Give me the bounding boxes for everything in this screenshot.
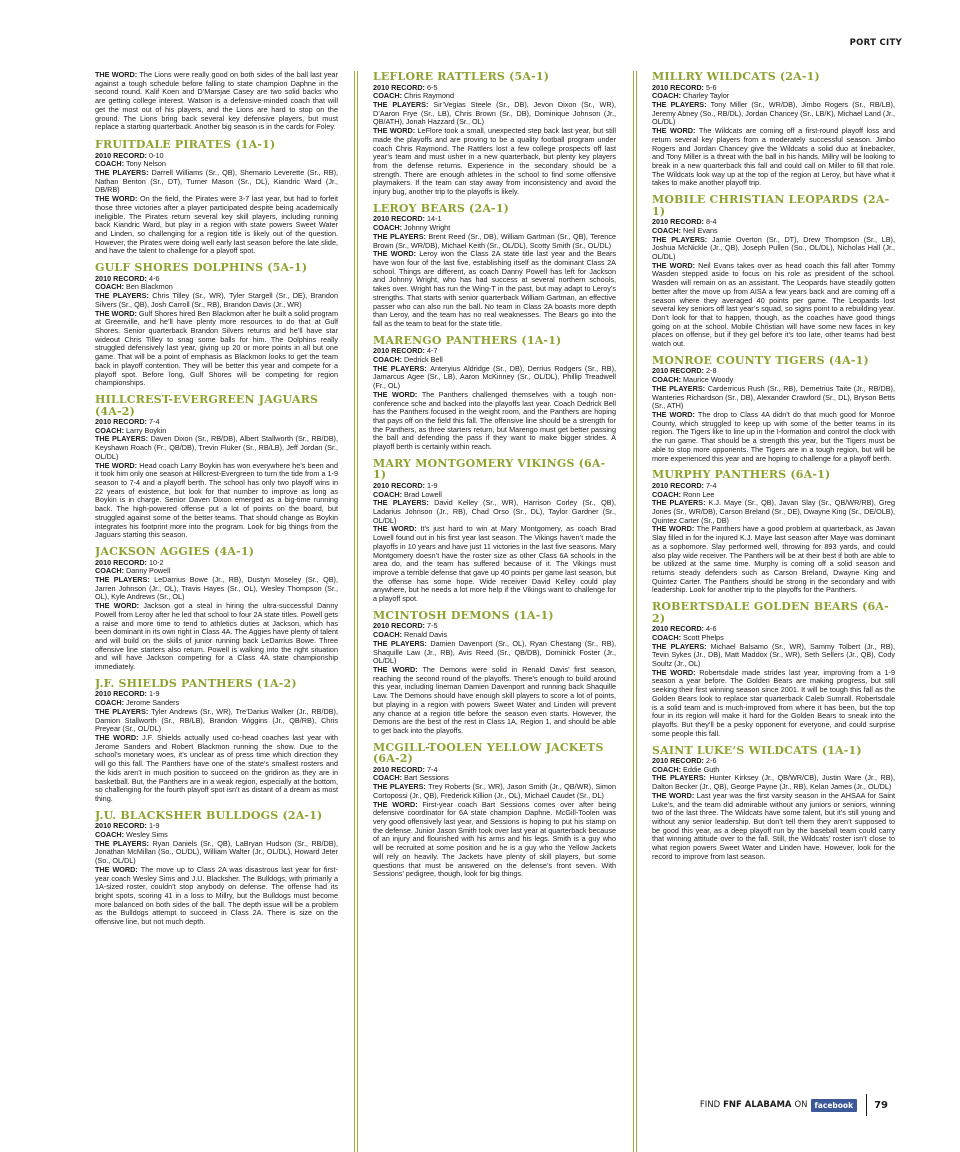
team-players <box>652 236 895 262</box>
team-section <box>652 745 895 862</box>
record-label: 2010 RECORD: <box>373 621 427 631</box>
record-label: 2010 RECORD: <box>373 346 427 356</box>
team-section <box>95 546 338 672</box>
coach-label: COACH: <box>652 489 684 499</box>
word-label: THE WORD: <box>652 260 699 270</box>
word-label: THE WORD: <box>95 864 141 874</box>
footer-divider <box>866 1094 867 1116</box>
team-name: ROBERTSDALE GOLDEN BEARS (6A-2) <box>652 600 889 625</box>
coach-value: Scott Phelps <box>683 632 724 642</box>
coach-value: Ronn Lee <box>683 489 715 499</box>
coach-value: Jerome Sanders <box>126 698 180 708</box>
team-word <box>652 792 895 862</box>
record-value: 7-5 <box>427 621 438 631</box>
record-value: 7-4 <box>149 417 160 426</box>
team-word <box>373 801 616 879</box>
coach-value: Johnny Wright <box>404 223 451 233</box>
team-players <box>95 576 338 602</box>
team-players <box>652 774 895 791</box>
column-divider-1 <box>354 71 358 1152</box>
record-label: 2010 RECORD: <box>95 150 149 160</box>
team-section <box>373 203 616 329</box>
word-label: THE WORD: <box>373 524 421 534</box>
team-word <box>95 310 338 388</box>
team-section <box>373 742 616 879</box>
record-value: 7-4 <box>706 480 717 490</box>
coach-label: COACH: <box>652 91 684 101</box>
record-value: 1-9 <box>149 689 160 699</box>
coach-label: COACH: <box>373 773 405 783</box>
coach-label: COACH: <box>652 375 684 385</box>
word-value: The drop to Class 4A didn’t do that much good for Monroe County, which struggled to keep up with some of the better teams in its region. The Tigers like to line up in the I-formation and control the clock with the run game. That should be a strength this year, but the Tigers must be able to stop more opponents. The Tigers are in a tough region, but will be more experienced this year and are hoping to challenge for a playoff berth. <box>652 410 895 463</box>
coach-label: COACH: <box>373 91 405 101</box>
record-label: 2010 RECORD: <box>95 689 149 699</box>
record-label: 2010 RECORD: <box>95 557 149 567</box>
word-label: THE WORD: <box>95 308 139 318</box>
column-2 <box>373 71 616 1107</box>
players-value: LeDarrius Bowe (Jr., RB), Dustyn Moseley (Sr., QB), Jarren Johnson (Jr., OL), Travis Hayes (Sr., OL), Wesley Thompson (Sr., OL), Kyle Andrews (Sr., OL) <box>95 575 338 602</box>
record-value: 6-5 <box>427 82 438 92</box>
players-label: THE PLAYERS: <box>95 434 151 444</box>
record-label: 2010 RECORD: <box>652 756 706 765</box>
word-value: The Demons were solid in Renald Davis’ first season, reaching the second round of the playoffs. There’s enough to build around this year, including lineman Damien Davenport and running back Shaquille Law. The Demons should have enough skill players to score a lot of points, but playing in a region with powers Sweet Water and Linden will prevent any chance at a region title before the season even starts. However, the Demons are the best of the rest in Class 1A, Region 1, and should be able to get back into the playoffs. <box>373 664 616 735</box>
word-label: THE WORD: <box>95 601 144 611</box>
word-value: The Panthers have a good problem at quarterback, as Javan Slay filled in for the injured K.J. Maye last season after Maye was dominant as a sophomore. Slay performed well, throwing for 893 yards, and could also play wide receiver. The Panthers will be at their best if both are able to be utilized at the same time. Murphy is coming off a solid season and returns steady defenders such as Carson Breland, Dwayne King and Quintez Carter. The Panthers should be strong in the secondary and with leadership. Look for another trip to the playoffs for the Panthers. <box>652 524 895 595</box>
team-word <box>95 195 338 256</box>
coach-value: Maurice Woody <box>683 375 734 385</box>
players-value: Brent Reed (Sr., DB), William Gartman (Sr., QB), Terence Brown (Sr., WR/DB), Michael Keith (Sr., OL/DL), Scotty Smith (Sr., OL/DL) <box>373 231 616 250</box>
team-section <box>95 262 338 388</box>
coach-label: COACH: <box>95 159 127 169</box>
team-players <box>652 643 895 669</box>
record-label: 2010 RECORD: <box>652 366 706 376</box>
section-header: PORT CITY <box>849 38 902 48</box>
record-value: 2-8 <box>706 366 717 376</box>
record-label: 2010 RECORD: <box>95 417 149 426</box>
record-value: 4-6 <box>706 624 717 634</box>
team-players <box>95 435 338 461</box>
page-number: 79 <box>874 1099 888 1111</box>
team-word <box>652 262 895 349</box>
coach-label: COACH: <box>652 225 684 235</box>
record-value: 1-9 <box>149 821 160 831</box>
word-value: Leroy won the Class 2A state title last year and the Bears have won four of the last five, establishing itself as the dominant Class 2A school. Things are different, as coach Danny Powell has left for Jackson and Johnny Wright, who has had success at several northern schools, takes over. Wright has run the Wing-T in the past, but may adapt to Leroy’s strengths. That starts with senior quarterback William Gartman, an effective passer who can also run the ball. No team in Class 2A boasts more depth than Leroy, and the team has no real weaknesses. The Bears go into the fall as the team to beat for the state title. <box>373 249 616 328</box>
team-players <box>652 385 895 411</box>
team-word <box>373 250 616 328</box>
word-label: THE WORD: <box>652 524 697 534</box>
record-value: 0-10 <box>149 150 164 160</box>
coach-value: Ben Blackmon <box>126 282 173 292</box>
team-word <box>652 669 895 739</box>
column-1 <box>95 71 338 1107</box>
record-value: 4-6 <box>149 273 160 283</box>
team-name: MARENGO PANTHERS (1A-1) <box>373 333 562 347</box>
players-value: David Kelley (Sr., WR), Harrison Corley (Sr., QB), Ladarius Johnson (Jr., RB), Chad Orso (Sr., DL), Taylor Gardner (Sr., OL/DL) <box>373 498 616 525</box>
players-label: THE PLAYERS: <box>373 231 429 241</box>
team-word <box>652 411 895 463</box>
team-players <box>95 169 338 195</box>
players-value: Jamie Overton (Sr., DT), Drew Thompson (Sr., LB), Joshua McNickle (Jr., QB), Joseph Pullen (So., OL/DL), Nicholas Hall (Jr., OL/DL) <box>652 234 895 261</box>
team-section <box>652 71 895 188</box>
team-name: HILLCREST-EVERGREEN JAGUARS (4A-2) <box>95 393 319 418</box>
team-players <box>373 499 616 525</box>
team-name: MONROE COUNTY TIGERS (4A-1) <box>652 353 869 367</box>
team-section <box>95 394 338 540</box>
players-label: THE PLAYERS: <box>95 838 153 848</box>
record-label: 2010 RECORD: <box>373 82 427 92</box>
coach-value: Dedrick Bell <box>404 354 443 364</box>
word-label: THE WORD: <box>652 667 700 677</box>
record-label: 2010 RECORD: <box>652 480 706 490</box>
players-value: Darrell Williams (Sr., QB), Shemario Leverette (Sr., RB), Nathan Benton (Sr., DT), Turner Mason (Sr., DL), Kiandric Ward (Jr., DB/RB) <box>95 167 338 195</box>
players-label: THE PLAYERS: <box>373 782 429 792</box>
record-label: 2010 RECORD: <box>373 764 427 774</box>
footer-on: ON <box>794 1100 808 1110</box>
record-value: 2-6 <box>706 756 717 765</box>
intro-paragraph <box>95 71 338 132</box>
team-section <box>652 469 895 595</box>
players-value: Sir’Vegias Steele (Sr., DB), Jevon Dixon (Sr., WR), D’Aaron Frye (Sr., LB), Chris Brown (Sr., DB), Dominique Johnson (Jr., QB/ATH), Jonah Hazzard (Sr., OL) <box>373 99 616 127</box>
team-section <box>95 139 338 256</box>
team-players <box>373 640 616 666</box>
team-word <box>373 525 616 603</box>
players-label: THE PLAYERS: <box>95 167 152 177</box>
team-section <box>373 610 616 736</box>
players-label: THE PLAYERS: <box>652 773 710 783</box>
team-section <box>373 335 616 452</box>
team-players <box>95 708 338 734</box>
word-value: Last year was the first varsity season in the AHSAA for Saint Luke’s, and the team did admirable without any juniors or seniors, winning two of the last three. The Wildcats have some talent, but it’s still young and without any senior leadership. But don’t tell them they aren’t supposed to be good this year, as a deep playoff run by the baseball team could carry that winning attitude over to the fall. Still, the Wildcats’ roster isn’t close to what region powers Sweet Water and Linden have. However, look for the record to improve from last season. <box>652 790 895 861</box>
coach-label: COACH: <box>373 630 405 640</box>
team-name: MCGILL-TOOLEN YELLOW JACKETS (6A-2) <box>373 740 604 766</box>
word-label: THE WORD: <box>373 249 420 259</box>
coach-label: COACH: <box>373 223 405 233</box>
players-value: Hunter Kirksey (Jr., QB/WR/CB), Justin Ware (Jr., RB), Dalton Becker (Jr., QB), George Payne (Jr., RB), Kelan James (Jr., OL/DL) <box>652 773 895 792</box>
coach-value: Tony Nelson <box>126 159 166 169</box>
team-players <box>373 233 616 250</box>
word-label: THE WORD: <box>652 410 698 419</box>
intro-text: The Lions were really good on both sides of the ball last year against a tough schedule before falling to state champion Daphne in the second round. Kalif Koen and D’Marsjae Casey are two solid backs who are getting college interest. Watson is a defensive-minded coach that will get the most out of his players, and the Lions are hard to stop on the ground. The Lions bring back several key defensive players, but must replace a starting quarterback. Another big season is in the cards for Foley. <box>95 71 338 132</box>
word-value: Head coach Larry Boykin has won everywhere he’s been and it took him only one season at Hillcrest-Evergreen to turn the tide from a 1-9 season to 7-4 and a playoff berth. The school has only two playoff wins in 22 years of existence, but look for that number to improve as long as Boykin is in charge. Senior Daven Dixon emerged as a big-time running back. The high-powered offense put a lot of points on the board, but struggled against some of the better teams. That should change as Boykin integrates his footprint more into the program. Look for big things from the Jaguars starting this season. <box>95 460 338 540</box>
record-label: 2010 RECORD: <box>652 624 706 634</box>
team-name: LEROY BEARS (2A-1) <box>373 201 510 215</box>
word-value: Robertsdale made strides last year, improving from a 1-9 season a year before. The Golden Bears are making progress, but still seeking their first winning season since 2001. It will be tough this fall as the Golden Bears look to replace star quarterback Caleb Sumrall. Robertsdale is a solid team and is much-improved from where it has been, but the top four in its region will make it hard for the Golden Bears to sneak into the playoffs. But they’ll be a pesky opponent for everyone, and could surprise some people this fall. <box>652 667 895 738</box>
players-label: THE PLAYERS: <box>373 498 435 508</box>
players-value: Ryan Daniels (Sr., QB), LaBryan Hudson (Sr., RB/DB), Jonathan McMillan (So., OL/DL), William Walter (Jr., OL/DL), Howard Jeter (So., OL/DL) <box>95 838 338 866</box>
word-label: THE WORD: <box>95 194 140 204</box>
word-label: THE WORD: <box>373 664 423 674</box>
players-value: K.J. Maye (Sr., QB), Javan Slay (Sr., QB/WR/RB), Greg Jones (Sr., WR/DB), Carson Breland (Sr., DE), Dwayne King (Sr., DE/OLB), Quintez Carter (Sr., DB) <box>652 498 895 525</box>
players-label: THE PLAYERS: <box>652 641 711 651</box>
coach-label: COACH: <box>652 764 684 774</box>
record-label: 2010 RECORD: <box>652 217 706 227</box>
coach-value: Bart Sessions <box>404 773 449 783</box>
footer-find: FIND <box>699 1100 721 1110</box>
word-label: THE WORD: <box>95 71 140 79</box>
coach-label: COACH: <box>373 354 405 364</box>
coach-label: COACH: <box>95 425 127 435</box>
team-players <box>373 365 616 391</box>
team-word <box>373 391 616 452</box>
coach-label: COACH: <box>95 282 127 292</box>
word-value: The move up to Class 2A was disastrous last year for first-year coach Wesley Sims and J.U. Blacksher. The Bulldogs, with primarily a 1A-sized roster, couldn’t stop anybody on defense. The offense had its bright spots, scoring 41 in a loss to Millry, but the Bulldogs must become more balanced on both sides of the ball. The depth issue will be a problem as the Bulldogs attempt to succeed in Class 2A. There is size on the offensive line, but not much depth. <box>95 864 338 927</box>
page-footer <box>700 1095 888 1115</box>
column-3 <box>652 71 895 1107</box>
word-value: Neil Evans takes over as head coach this fall after Tommy Wasden stepped aside to focus on his role as president of the school. Wasden will remain on as an assistant. The Leopards have steadily gotten better after the move up from AISA a few years back and are coming off a season where they averaged 40 points per game. The Leopards lost several key seniors off last year’s squad, so signs point to a rebuilding year. Don’t look for that to happen, though, as the coaches have good things going on at the school. Mobile Christian will have some new faces in key places on offense, but if they gel before it’s too late, other teams had best watch out. <box>652 260 895 349</box>
players-label: THE PLAYERS: <box>652 99 711 109</box>
record-value: 1-9 <box>427 480 438 490</box>
word-value: Gulf Shores hired Ben Blackmon after he built a solid program at Greenville, and he’ll have plenty more resources to do that at Gulf Shores. Senior quarterback Brandon Silvers returns and he’ll have star wideout Chris Tilley to snag some balls for him. The Dolphins really struggled defensively last year, giving up 20 or more points in all but one game. That will be a point of emphasis as Blackmon looks to get the team back in playoff contention. They will be better this year and compete for a playoff spot. Before long, Gulf Shores will be competing for region championships. <box>95 308 338 388</box>
facebook-icon[interactable]: facebook <box>811 1099 858 1112</box>
word-value: It’s just hard to win at Mary Montgomery, as coach Brad Lowell found out in his first year last season. The Vikings haven’t made the playoffs in 10 years and have just 11 victories in the last five seasons. Mary Montgomery doesn’t have the roster size as other Class 6A schools in the area do, and the team has suffered because of it. The Vikings must improve a terrible defense that gave up 40 points per game last season, but the offense has some hope. Wide receiver David Kelley could play anywhere, but he needs a lot more help if the Vikings want to challenge for a playoff spot. <box>373 524 616 604</box>
players-label: THE PLAYERS: <box>373 638 431 648</box>
record-label: 2010 RECORD: <box>652 82 706 92</box>
players-value: Anteryius Aldridge (Sr., DB), Derrius Rodgers (Sr., RB), Jamarcus Agee (Sr., LB), Aaron McKinney (Sr., OL/DL), Phillip Treadwell (Fr., OL) <box>373 363 616 391</box>
word-value: The Panthers challenged themselves with a tough non-conference sche and backed into the playoffs last year. Coach Dedrick Bell has the Panthers focused in the weight room, and the Panthers are hoping that pays off on the field this fall. The offensive line should be a strength for the Panthers, as three starters return, but Marengo must get better passing the ball and defending the pass if they want to make bigger strides. A playoff berth is certainly within reach. <box>373 389 616 452</box>
word-value: The Wildcats are coming off a first-round playoff loss and return several key players from a moderately successful season. Jimbo Rogers and Jordan Chancey give the Wildcats a solid duo at linebacker, and Tony Miller is a threat with the ball in his hands. Millry will be looking to break in a new quarterback this fall and could call on Miller to fill that role. The Wildcats look way up at the top of the region at Leroy, but have what it takes to make another playoff trip. <box>652 126 895 188</box>
team-name: JACKSON AGGIES (4A-1) <box>95 545 255 559</box>
coach-label: COACH: <box>95 698 127 708</box>
record-label: 2010 RECORD: <box>95 821 149 831</box>
coach-label: COACH: <box>95 566 127 576</box>
players-value: Carderricus Rush (Sr., RB), Demetrius Taite (Jr., RB/DB), Wanteries Richardson (Sr., DB), Alexander Crawford (Sr., DL), Bryson Betts (Sr., ATH) <box>652 383 895 411</box>
team-name: MARY MONTGOMERY VIKINGS (6A-1) <box>373 456 606 482</box>
team-section <box>652 601 895 738</box>
players-label: THE PLAYERS: <box>95 706 152 716</box>
team-word <box>95 462 338 540</box>
footer-brand: FNF ALABAMA <box>723 1100 792 1110</box>
record-value: 8-4 <box>706 217 717 227</box>
team-name: MURPHY PANTHERS (6A-1) <box>652 468 831 482</box>
word-label: THE WORD: <box>373 389 422 399</box>
team-name: MILLRY WILDCATS (2A-1) <box>652 71 820 83</box>
word-value: J.F. Shields actually used co-head coaches last year with Jerome Sanders and Robert Blackmon running the show. Due to the school’s monetary woes, it’s unclear as of press time which direction they will go this fall. The Panthers have one of the state’s smallest rosters and the kids aren’t in much position to succeed on the gridiron as they are in basketball. But, the Panthers are in a weak region, especially at the bottom, so challenging for the fourth playoff spot isn’t as distant of a dream as most thing. <box>95 733 338 804</box>
team-players <box>95 292 338 309</box>
players-value: Michael Balsamo (Sr., WR), Sammy Tolbert (Jr., RB), Tevin Sykes (Jr., DB), Matt Maddox (Sr., WR), Seth Sellers (Jr., QB), Cody Soultz (Jr., OL) <box>652 641 895 669</box>
players-value: Tony Miller (Sr., WR/DB), Jimbo Rogers (Sr., RB/LB), Jeremy Abney (So., RB/DL), Jordan Chancey (Sr., LB/K), Michael Land (Jr., OL/DL) <box>652 99 895 127</box>
record-label: 2010 RECORD: <box>95 273 149 283</box>
coach-value: Chris Raymond <box>404 91 454 101</box>
coach-label: COACH: <box>373 489 405 499</box>
coach-value: Wesley Sims <box>126 829 168 839</box>
players-label: THE PLAYERS: <box>652 498 709 508</box>
record-label: 2010 RECORD: <box>373 480 427 490</box>
word-value: Jackson got a steal in hiring the ultra-successful Danny Powell from Leroy after he led that school to four 2A state titles. Powell gets a raise and more time to tend to athletics duties at Jackson, which has been dominant in its own right in Class 4A. The Aggies have plenty of talent and will build on the skills of junior running back LeDarrius Bowe. Three offensive line starters also return. Powell is walking into the right situation and will have Jackson competing for a Class 4A state championship immediately. <box>95 601 338 672</box>
word-value: On the field, the Pirates were 3-7 last year, but had to forfeit those three victories after a player participated despite being academically ineligible. The Pirates return several key skill players, including running back Kiandric Ward, but play in a region with state powers Sweet Water and Linden, so challenging for a region title is likely out of the question. However, the Pirates were doing well early last season before the late slide, and have the talent to challenge for a playoff spot. <box>95 194 338 256</box>
record-label: 2010 RECORD: <box>373 214 427 224</box>
players-label: THE PLAYERS: <box>373 363 431 373</box>
coach-value: Neil Evans <box>683 225 718 235</box>
team-word <box>373 666 616 736</box>
players-value: Daven Dixon (Sr., RB/DB), Albert Stallworth (Sr., RB/DB), Keyshawn Roach (Fr., QB/DB), Trevin Fluker (Sr., RB/LB), Jeff Jordan (Sr., OL/DL) <box>95 434 338 461</box>
players-value: Damien Davenport (Sr., OL), Ryan Chestang (Sr., RB), Shaquille Law (Jr., RB), Avis Reed (Sr., QB/DB), Dominick Foster (Jr., OL/DL) <box>373 638 616 666</box>
team-name: GULF SHORES DOLPHINS (5A-1) <box>95 261 308 275</box>
word-value: First-year coach Bart Sessions comes over after being defensive coordinator for 6A state champion Daphne. McGill-Toolen was very good offensively last year, and Sessions is hoping to put his stamp on the defense. Junior Jason Smith took over last year at quarterback because of an injury and flourished with his arms and his legs. Smith is a guy who will be recruited at some position and he is a guy who the Yellow Jackets will rely on heavily. The Jackets have plenty of skill players, but some questions that must be answered on the defense’s front seven. With Sessions’ pedigree, though, look for big things. <box>373 799 616 879</box>
team-players <box>373 783 616 800</box>
team-section <box>652 355 895 463</box>
coach-label: COACH: <box>652 632 684 642</box>
word-label: THE WORD: <box>652 790 697 800</box>
team-word <box>95 866 338 927</box>
record-value: 7-4 <box>427 764 438 774</box>
coach-label: COACH: <box>95 829 127 839</box>
record-value: 5-6 <box>706 82 717 92</box>
team-players <box>652 101 895 127</box>
players-label: THE PLAYERS: <box>95 575 155 584</box>
coach-value: Renald Davis <box>404 630 448 640</box>
word-label: THE WORD: <box>652 126 699 136</box>
coach-value: Larry Boykin <box>126 425 167 435</box>
team-word <box>652 127 895 188</box>
team-word <box>652 525 895 595</box>
team-name: MCINTOSH DEMONS (1A-1) <box>373 608 554 622</box>
coach-value: Eddie Guth <box>683 764 720 774</box>
team-players <box>373 101 616 127</box>
team-name: LEFLORE RATTLERS (5A-1) <box>373 71 550 83</box>
word-label: THE WORD: <box>95 460 140 470</box>
record-value: 10-2 <box>149 557 164 567</box>
word-label: THE WORD: <box>373 126 418 136</box>
team-word <box>95 734 338 804</box>
record-value: 14-1 <box>427 214 442 224</box>
team-name: J.F. SHIELDS PANTHERS (1A-2) <box>95 676 297 690</box>
team-section <box>373 458 616 604</box>
players-label: THE PLAYERS: <box>652 234 712 244</box>
players-value: Chris Tilley (Sr., WR), Tyler Stargell (Sr., DE), Brandon Silvers (Sr., QB), Josh Carroll (Sr., RB), Brandon Davis (Jr., WR) <box>95 291 338 309</box>
coach-value: Charley Taylor <box>683 91 730 101</box>
players-label: THE PLAYERS: <box>652 383 708 393</box>
team-players <box>652 499 895 525</box>
team-players <box>95 840 338 866</box>
players-value: Tyler Andrews (Sr., WR), Tre’Darius Walker (Jr., RB/DB), Damion Stallworth (Sr., RB/LB), Brandon Wiggins (Jr., QB/RB), Chris Preyear (Sr., OL/DL) <box>95 706 338 734</box>
team-word <box>95 602 338 672</box>
word-label: THE WORD: <box>373 799 423 809</box>
players-value: Trey Roberts (Sr., WR), Jason Smith (Jr., QB/WR), Simon Cortopossi (Jr., QB), Frederick Killion (Jr., OL), Michael Caudet (Sr., DL) <box>373 782 616 800</box>
word-value: LeFlore took a small, unexpected step back last year, but still made the playoffs and are proving to be a quality football program under coach Chris Raymond. The Rattlers lost a few college prospects off last year’s team and must usher in a new quarterback, but plenty key players from the defense returns. Experience in the secondary should be a strength. There are enough athletes in the school to find some offensive playmakers. If the team can stay away from inconsistency and avoid the injury bug, another trip to the playoffs is likely. <box>373 126 616 197</box>
coach-value: Danny Powell <box>126 566 171 576</box>
players-label: THE PLAYERS: <box>373 99 434 109</box>
team-section <box>373 71 616 197</box>
record-value: 4-7 <box>427 346 438 356</box>
team-section <box>652 194 895 349</box>
players-label: THE PLAYERS: <box>95 291 153 301</box>
team-section <box>95 678 338 804</box>
team-name: MOBILE CHRISTIAN LEOPARDS (2A-1) <box>652 193 890 218</box>
team-section <box>95 810 338 927</box>
team-name: FRUITDALE PIRATES (1A-1) <box>95 138 276 152</box>
team-word <box>373 127 616 197</box>
team-name: SAINT LUKE’S WILDCATS (1A-1) <box>652 743 862 757</box>
column-divider-2 <box>633 71 637 1152</box>
coach-value: Brad Lowell <box>404 489 442 499</box>
word-label: THE WORD: <box>95 733 143 742</box>
team-name: J.U. BLACKSHER BULLDOGS (2A-1) <box>95 808 323 822</box>
